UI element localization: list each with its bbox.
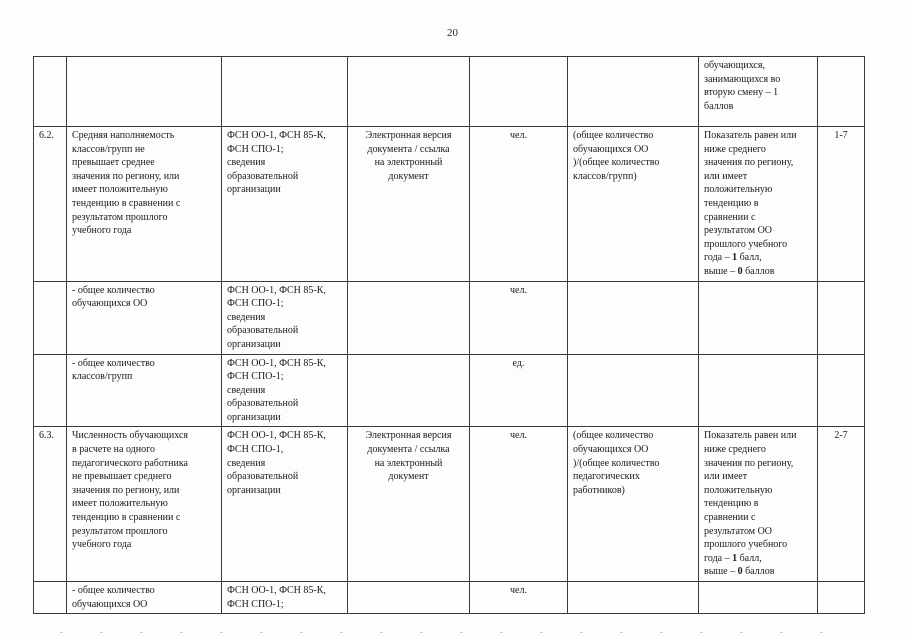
form-cell: Электронная версия документа / ссылка на электронный документ	[348, 427, 470, 582]
table-row	[34, 127, 865, 282]
evaluation-cell: обучающихся, занимающихся во вторую смену – 1 баллов	[699, 57, 818, 127]
indicator-cell: - общее количество обучающихся ОО	[67, 281, 222, 354]
form-cell	[348, 57, 470, 127]
score-cell	[818, 582, 865, 614]
scan-artifact-line	[60, 632, 860, 633]
indicator-cell: Численность обучающихся в расчете на одного педагогического работника не превышает среднего значения по региону, или имеет положительную тенденцию в сравнении с результатом прошлого учебного года	[67, 427, 222, 582]
formula-cell	[568, 57, 699, 127]
unit-cell: чел.	[470, 427, 568, 582]
form-cell	[348, 281, 470, 354]
row-number-cell: 6.2.	[34, 127, 67, 282]
unit-cell	[470, 57, 568, 127]
evaluation-cell: Показатель равен или ниже среднего значения по региону, или имеет положительную тенденцию в сравнении с результатом ОО прошлого учебного года – 1 балл, выше – 0 баллов	[699, 127, 818, 282]
score-cell	[818, 354, 865, 427]
table-row	[34, 582, 865, 614]
row-number-cell	[34, 281, 67, 354]
score-cell: 1-7	[818, 127, 865, 282]
row-number-cell	[34, 354, 67, 427]
row-number-cell: 6.3.	[34, 427, 67, 582]
evaluation-cell	[699, 354, 818, 427]
source-cell: ФСН ОО-1, ФСН 85-К, ФСН СПО-1; сведения образовательной организации	[222, 127, 348, 282]
formula-cell: (общее количество обучающихся ОО )/(общее количество педагогических работников)	[568, 427, 699, 582]
source-cell: ФСН ОО-1, ФСН 85-К, ФСН СПО-1; сведения образовательной организации	[222, 354, 348, 427]
row-number-cell	[34, 582, 67, 614]
table-row	[34, 354, 865, 427]
score-cell	[818, 281, 865, 354]
unit-cell: чел.	[470, 582, 568, 614]
score-cell	[818, 57, 865, 127]
evaluation-cell	[699, 582, 818, 614]
table-row	[34, 57, 865, 127]
indicator-cell	[67, 57, 222, 127]
indicator-cell: Средняя наполняемость классов/групп не превышает среднее значения по региону, или имеет положительную тенденцию в сравнении с результатом прошлого учебного года	[67, 127, 222, 282]
form-cell: Электронная версия документа / ссылка на электронный документ	[348, 127, 470, 282]
source-cell: ФСН ОО-1, ФСН 85-К, ФСН СПО-1; сведения образовательной организации	[222, 281, 348, 354]
evaluation-cell	[699, 281, 818, 354]
evaluation-cell: Показатель равен или ниже среднего значения по региону, или имеет положительную тенденцию в сравнении с результатом ОО прошлого учебного года – 1 балл, выше – 0 баллов	[699, 427, 818, 582]
unit-cell: ед.	[470, 354, 568, 427]
table-row	[34, 281, 865, 354]
formula-cell	[568, 281, 699, 354]
table-row	[34, 427, 865, 582]
row-number-cell	[34, 57, 67, 127]
form-cell	[348, 582, 470, 614]
criteria-table	[33, 56, 865, 614]
score-cell: 2-7	[818, 427, 865, 582]
unit-cell: чел.	[470, 127, 568, 282]
indicator-cell: - общее количество обучающихся ОО	[67, 582, 222, 614]
formula-cell	[568, 354, 699, 427]
unit-cell: чел.	[470, 281, 568, 354]
formula-cell	[568, 582, 699, 614]
source-cell: ФСН ОО-1, ФСН 85-К, ФСН СПО-1, сведения образовательной организации	[222, 427, 348, 582]
form-cell	[348, 354, 470, 427]
source-cell: ФСН ОО-1, ФСН 85-К, ФСН СПО-1;	[222, 582, 348, 614]
page-number: 20	[447, 27, 458, 39]
indicator-cell: - общее количество классов/групп	[67, 354, 222, 427]
formula-cell: (общее количество обучающихся ОО )/(общее количество классов/групп)	[568, 127, 699, 282]
source-cell	[222, 57, 348, 127]
